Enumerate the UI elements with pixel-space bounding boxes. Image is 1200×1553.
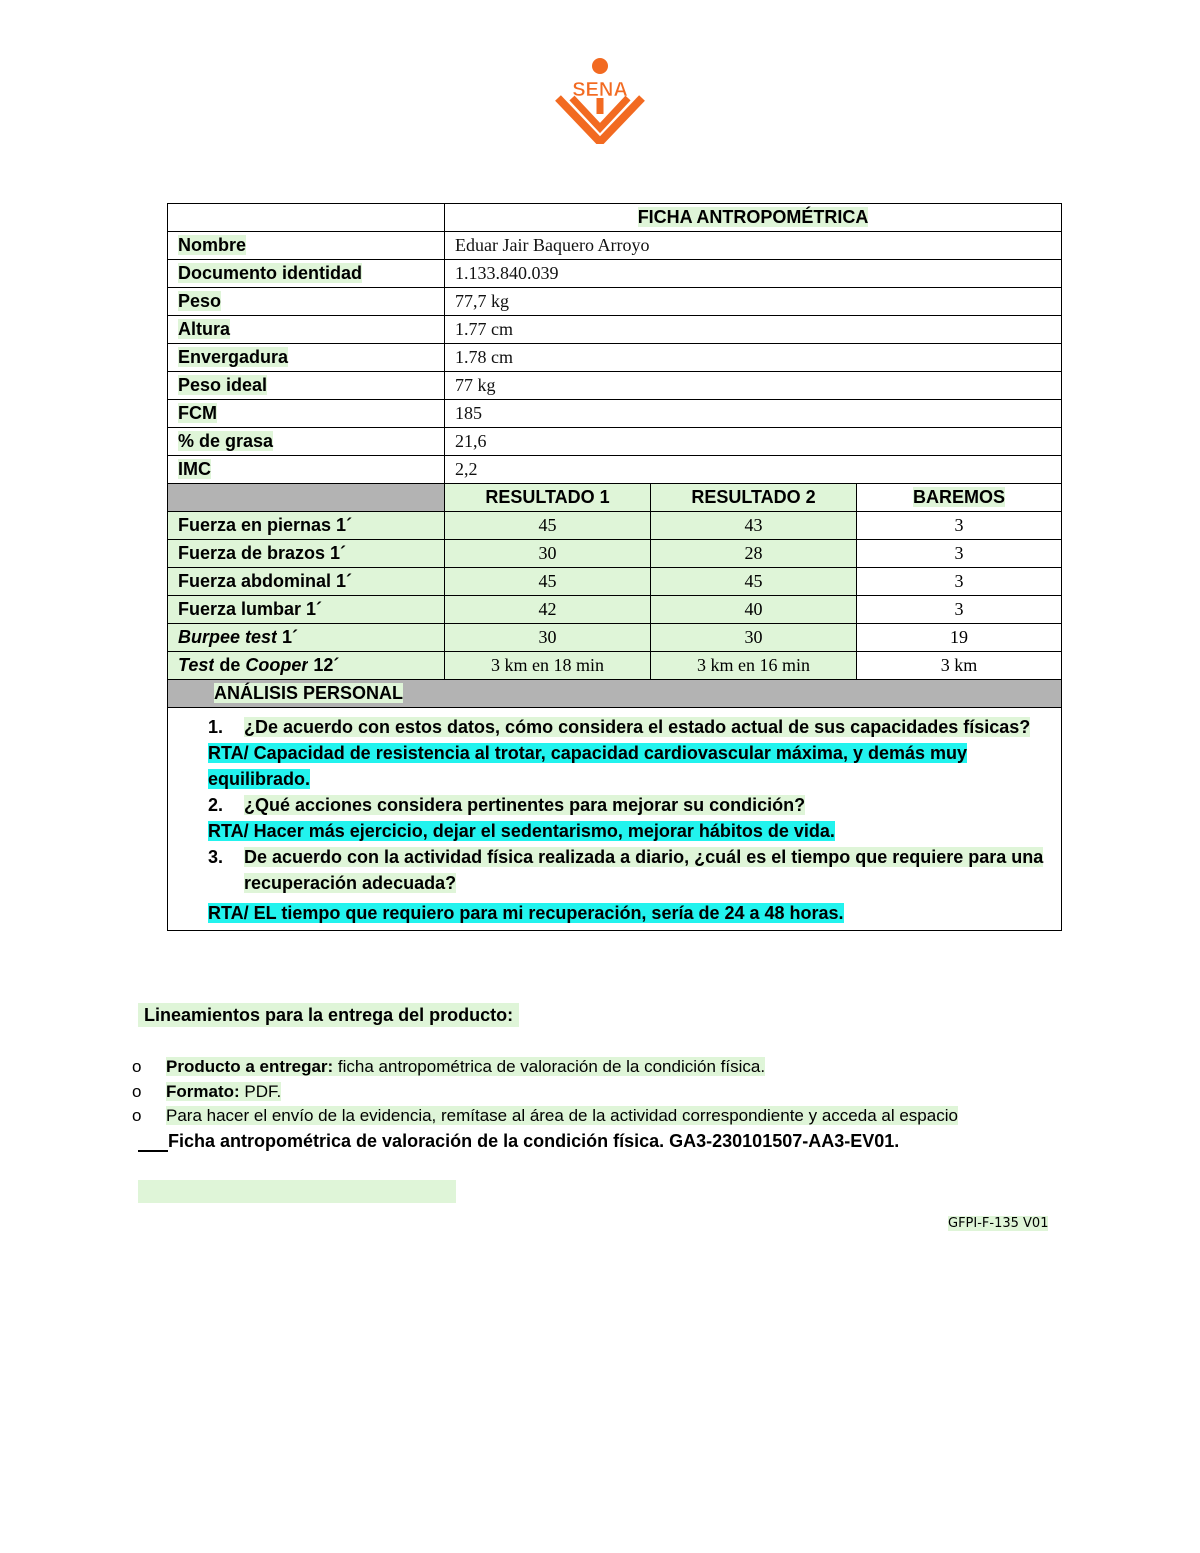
table-row: Peso ideal 77 kg	[168, 372, 1062, 400]
table-row: Nombre Eduar Jair Baquero Arroyo	[168, 232, 1062, 260]
table-title: FICHA ANTROPOMÉTRICA	[445, 204, 1062, 232]
question-3: 3. De acuerdo con la actividad física realizada a diario, ¿cuál es el tiempo que requiere para una recuperación adecuada?	[208, 847, 1044, 893]
table-row: IMC 2,2	[168, 456, 1062, 484]
answer-2: RTA/ Hacer más ejercicio, dejar el sedentarismo, mejorar hábitos de vida.	[208, 821, 835, 841]
table-row: Documento identidad 1.133.840.039	[168, 260, 1062, 288]
test-row: Fuerza en piernas 1´ 45 43 3	[168, 512, 1062, 540]
evidence-name: Ficha antropométrica de valoración de la condición física. GA3-230101507-AA3-EV01.	[138, 1131, 998, 1152]
test-row: Burpee test 1´ 30 30 19	[168, 624, 1062, 652]
guideline-item-1: o Producto a entregar: ficha antropométrica de valoración de la condición física.	[132, 1057, 766, 1076]
table-row: % de grasa 21,6	[168, 428, 1062, 456]
test-row: Fuerza lumbar 1´ 42 40 3	[168, 596, 1062, 624]
answer-1: RTA/ Capacidad de resistencia al trotar, capacidad cardiovascular máxima, y demás muy equilibrado.	[208, 743, 967, 789]
answer-3: RTA/ EL tiempo que requiero para mi recuperación, sería de 24 a 48 horas.	[208, 903, 844, 923]
test-row: Fuerza de brazos 1´ 30 28 3	[168, 540, 1062, 568]
ficha-table	[167, 203, 1062, 931]
guidelines-title: Lineamientos para la entrega del producto:	[138, 1005, 519, 1026]
highlight-box	[138, 1180, 456, 1203]
question-1: 1. ¿De acuerdo con estos datos, cómo considera el estado actual de sus capacidades físicas?	[208, 717, 1031, 737]
guideline-item-2: o Formato: PDF.	[132, 1082, 282, 1101]
table-title-row	[168, 204, 1062, 232]
document-code: GFPI-F-135 V01	[948, 1216, 1049, 1231]
test-row: Fuerza abdominal 1´ 45 45 3	[168, 568, 1062, 596]
results-header-row: RESULTADO 1 RESULTADO 2 BAREMOS	[168, 484, 1062, 512]
analysis-title-row	[168, 680, 1062, 708]
table-row: Altura 1.77 cm	[168, 316, 1062, 344]
table-row: Peso 77,7 kg	[168, 288, 1062, 316]
table-row: FCM 185	[168, 400, 1062, 428]
table-row: Envergadura 1.78 cm	[168, 344, 1062, 372]
logo-text: SENA	[572, 79, 628, 101]
guideline-item-3: o Para hacer el envío de la evidencia, remítase al área de la actividad correspondiente y acceda al espacio	[132, 1106, 958, 1125]
analysis-title: ANÁLISIS PERSONAL	[214, 683, 404, 703]
question-2: 2. ¿Qué acciones considera pertinentes para mejorar su condición?	[208, 795, 806, 815]
sena-logo	[552, 58, 648, 144]
analysis-row	[168, 708, 1062, 931]
test-row: Test de Cooper 12´ 3 km en 18 min 3 km en 16 min 3 km	[168, 652, 1062, 680]
